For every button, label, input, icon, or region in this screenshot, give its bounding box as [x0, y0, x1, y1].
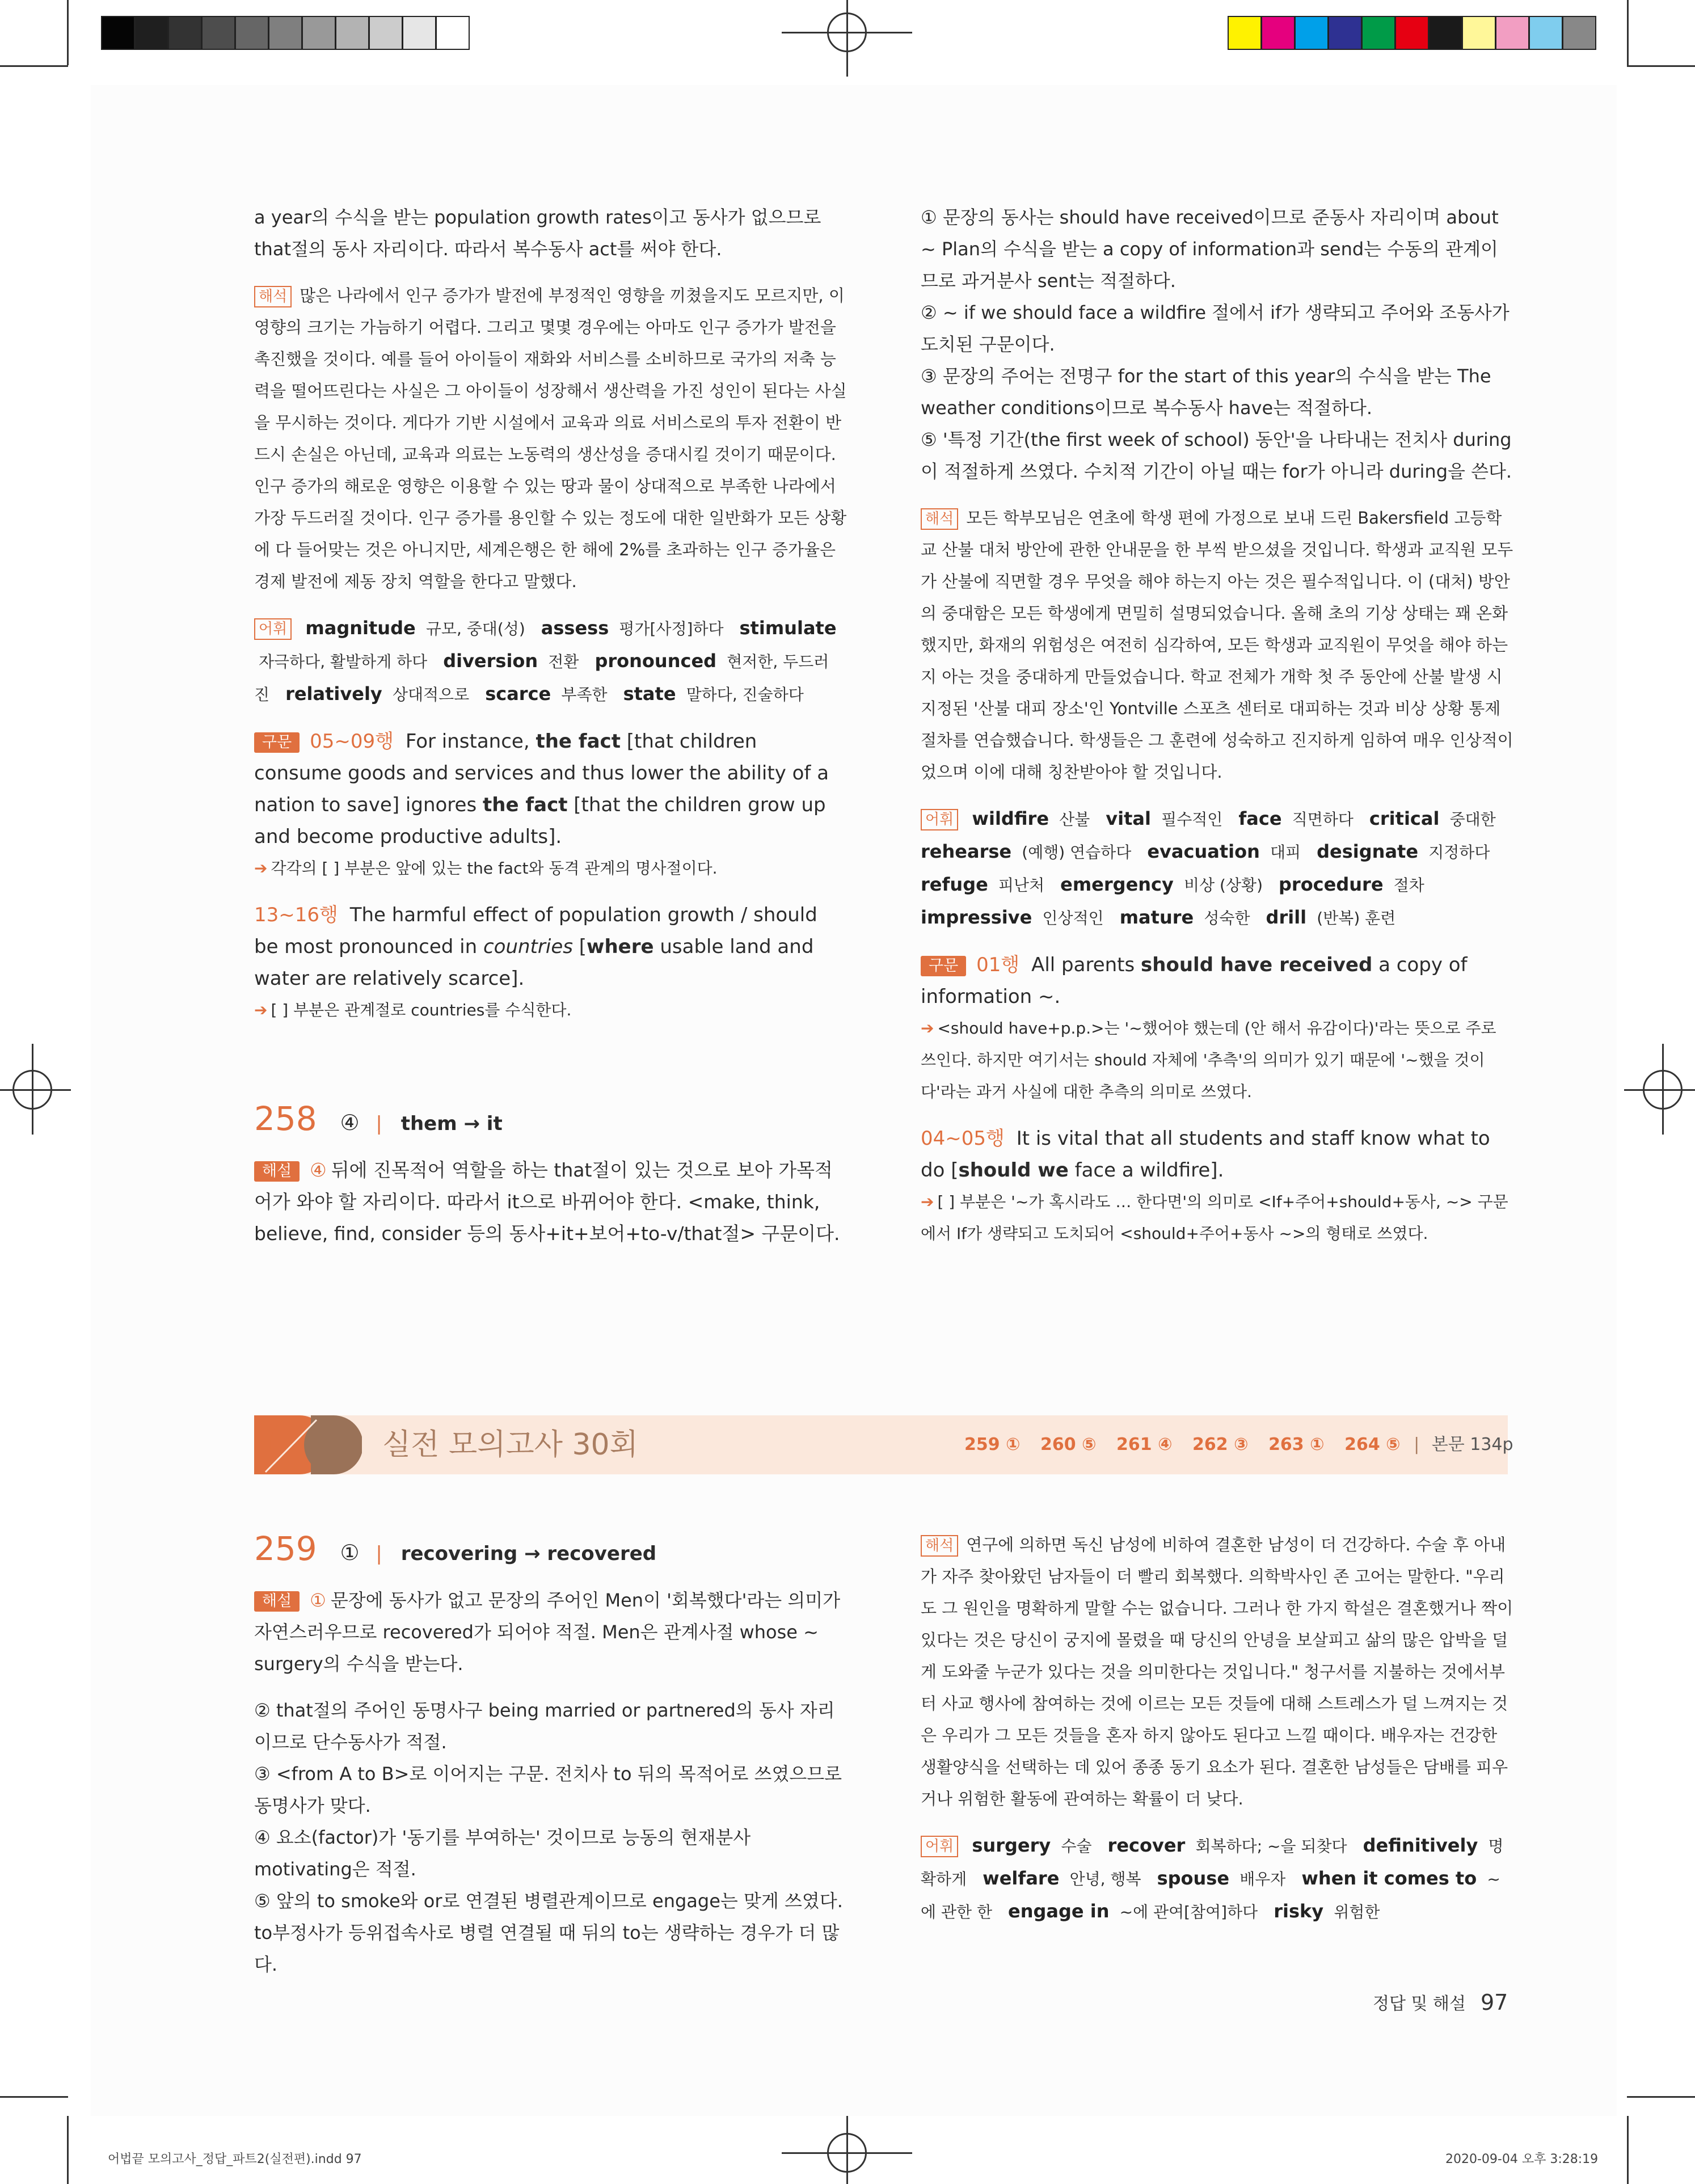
crop-mark [1627, 2116, 1629, 2184]
vocab-word: assess [541, 617, 609, 639]
vocab-meaning: 대피 [1270, 843, 1301, 862]
syntax-text: It is vital that all students and staff know what to do [ [921, 1127, 1490, 1182]
syntax-note-2 [254, 994, 847, 1026]
correction: recovering → recovered [400, 1542, 657, 1565]
color-swatch [1295, 16, 1329, 50]
banner-separator: | [1414, 1435, 1420, 1454]
vocab-word: vital [1106, 808, 1151, 829]
question-number: 258 [254, 1099, 317, 1138]
vocab-meaning: 평가[사정]하다 [619, 619, 724, 638]
vocab-meaning: 안녕, 행복 [1069, 1870, 1141, 1888]
vocab-word: state [623, 683, 676, 705]
vocab-meaning: 산불 [1059, 810, 1090, 829]
gray-swatch [335, 16, 369, 50]
vocab-word: welfare [983, 1867, 1060, 1889]
gray-swatch [402, 16, 436, 50]
color-swatch [1328, 16, 1362, 50]
vocab-word: diversion [443, 650, 538, 672]
syntax-note-1 [921, 1013, 1513, 1108]
vocab-word: when it comes to [1301, 1867, 1477, 1889]
syntax-bold: where [587, 935, 654, 958]
banner-answer: 263 ① [1268, 1435, 1325, 1454]
color-swatch [1495, 16, 1529, 50]
vocab-meaning: 전환 [548, 652, 579, 671]
translation-tag: 해석 [921, 508, 958, 530]
gray-swatch [168, 16, 202, 50]
circle-number: ④ [310, 1159, 327, 1181]
vocab-meaning: 필수적인 [1161, 810, 1223, 829]
banner-title: 실전 모의고사 30회 [382, 1428, 638, 1462]
gray-swatch [101, 16, 135, 50]
question-259-header [254, 1529, 657, 1571]
syntax-tag: 구문 [921, 956, 966, 976]
syntax-text: The harmful effect of population growth / should be most pronounced in [254, 904, 817, 958]
vocab-meaning: 말하다, 진술하다 [686, 685, 804, 704]
banner-logo-icon [254, 1415, 362, 1474]
slug-file-name: 어법끝 모의고사_정답_파트2(실전편).indd 97 [108, 2152, 362, 2166]
vocab-tag: 어휘 [921, 809, 958, 830]
translation-text: 모든 학부모님은 연초에 학생 편에 가정으로 보내 드린 Bakersfield 고등학교 산불 대처 방안에 관한 안내문을 한 부씩 받으셨을 것입니다. 학생과 교직원 모두가 산불에 직면할 경우 무엇을 해야 하는지 아는 것은 필수적입니다. 이 (대처) 방안의 중대함은 모든 학생에게 면밀히 설명되었습니다. 올해 초의 기상 상태는 꽤 온화했지만, 화재의 위험성은 여전히 심각하여, 모든 학생과 교직원이 무엇을 해야 하는지 아는 것을 중대하게 만들었습니다. 학교 전체가 개학 첫 주 동안에 산불 발생 시 지정된 '산불 대피 장소'인 Yontville 스포츠 센터로 대피하는 것과 비상 상황 통제 절차를 연습했습니다. 학생들은 그 훈련에 성숙하고 진지하게 임하여 매우 인상적이었으며 이에 대해 칭찬받아야 할 것입니다. [921, 508, 1513, 782]
gray-swatch [302, 16, 336, 50]
banner-answer: 264 ⑤ [1344, 1435, 1401, 1454]
vocab-paragraph [921, 803, 1513, 934]
vocab-word: evacuation [1147, 841, 1260, 862]
vocab-meaning: 위험한 [1334, 1903, 1380, 1921]
vocab-meaning: 규모, 중대(성) [425, 619, 525, 638]
vocab-meaning: 성숙한 [1204, 909, 1250, 927]
arrow-icon: ➔ [921, 1019, 934, 1038]
vocab-word: face [1238, 808, 1282, 829]
vocab-meaning: 중대한 [1449, 810, 1496, 829]
explanation-text: 뒤에 진목적어 역할을 하는 that절이 있는 것으로 보아 가목적어가 와야 할 자리이다. 따라서 it으로 바뀌어야 한다. <make, think, believe, find, consider 등의 동사+it+보어+to-v/that절> 구문이다. [254, 1159, 840, 1245]
question-number: 259 [254, 1529, 317, 1568]
vocab-word: risky [1274, 1900, 1324, 1922]
arrow-icon: ➔ [254, 859, 268, 878]
vocab-meaning: (반복) 훈련 [1317, 909, 1396, 927]
vocab-meaning: 수술 [1061, 1837, 1092, 1856]
syntax-text: All parents [1031, 954, 1135, 976]
translation-text: 연구에 의하면 독신 남성에 비하여 결혼한 남성이 더 건강하다. 수술 후 아내가 자주 찾아왔던 남자들이 더 빨리 회복했다. 의학박사인 존 고어는 말한다. "우리도 그 원인을 명확하게 말할 수는 없습니다. 그러나 한 가지 학설은 결혼했거나 짝이 있다는 것은 당신이 궁지에 몰렸을 때 당신의 안녕을 보살피고 삶의 많은 압박을 덜게 도와줄 누군가 있다는 것을 의미한다는 것입니다." 청구서를 지불하는 것에서부터 사교 행사에 참여하는 것에 이르는 모든 것들에 대해 스트레스가 덜 느껴지는 것은 우리가 그 모든 것들을 혼자 하지 않아도 된다고 느낄 때이다. 배우자는 건강한 생활양식을 선택하는 데 있어 종종 동기 요소가 된다. 결혼한 남성들은 담배를 피우거나 위험한 활동에 관여하는 확률이 더 낮다. [921, 1535, 1513, 1808]
color-swatch [1462, 16, 1496, 50]
syntax-block-2 [254, 899, 847, 994]
vocab-meaning: 피난처 [998, 876, 1045, 895]
page-number: 97 [1481, 1990, 1508, 2015]
translation-tag: 해석 [254, 286, 292, 307]
vocab-word: magnitude [305, 617, 416, 639]
banner-answer: 259 ① [964, 1435, 1021, 1454]
vocab-word: pronounced [594, 650, 717, 672]
vocab-meaning: 직면하다 [1292, 810, 1354, 829]
vocab-paragraph [254, 612, 847, 711]
arrow-icon: ➔ [254, 1001, 268, 1019]
vocab-meaning: 인상적인 [1042, 909, 1104, 927]
banner-answer: 261 ④ [1116, 1435, 1173, 1454]
syntax-bold: should we [958, 1159, 1069, 1182]
vocab-word: scarce [485, 683, 551, 705]
circle-number: ① [310, 1589, 326, 1611]
vocab-meaning: 비상 (상황) [1184, 876, 1263, 895]
vocab-meaning: 부족한 [561, 685, 608, 704]
vocab-meaning: 절차 [1393, 876, 1424, 895]
vocab-word: spouse [1157, 1867, 1230, 1889]
gray-swatch [369, 16, 403, 50]
vocab-meaning: ~에 관여[참여]하다 [1119, 1903, 1258, 1921]
vocab-word: surgery [972, 1835, 1051, 1856]
translation-paragraph [921, 502, 1513, 788]
note-text: <should have+p.p.>는 '~했어야 했는데 (안 해서 유감이다)'라는 뜻으로 주로 쓰인다. 하지만 여기서는 should 자체에 '추측'의 의미가 있기 때문에 '~했을 것이다'라는 과거 사실에 대한 추측의 의미로 쓰였다. [921, 1019, 1496, 1101]
syntax-text: [ [579, 935, 587, 958]
translation-tag: 해석 [921, 1535, 958, 1557]
crop-mark [1627, 0, 1629, 65]
syntax-bold: the fact [482, 794, 568, 816]
answer-choice: ① [340, 1540, 360, 1565]
question-259-explanation [254, 1584, 847, 1980]
line-ref: 01행 [976, 954, 1020, 976]
vocab-word: mature [1119, 907, 1194, 928]
vocab-word: critical [1369, 808, 1440, 829]
line-ref: 13~16행 [254, 904, 338, 926]
vocab-paragraph [921, 1829, 1513, 1928]
banner-answer: 260 ⑤ [1040, 1435, 1097, 1454]
vocab-word: designate [1317, 841, 1419, 862]
vocab-word: recover [1107, 1835, 1186, 1856]
vocab-tag: 어휘 [921, 1836, 958, 1857]
banner-page-ref: 본문 134p [1431, 1435, 1513, 1454]
vocab-word: refuge [921, 874, 988, 895]
color-swatch [1261, 16, 1295, 50]
question-259-translation [921, 1529, 1513, 1928]
color-swatch [1562, 16, 1596, 50]
vocab-word: impressive [921, 907, 1032, 928]
answer-choice: ④ [340, 1110, 360, 1135]
gray-swatch [201, 16, 235, 50]
color-swatch [1529, 16, 1563, 50]
vocab-meaning: (예행) 연습하다 [1022, 843, 1132, 862]
vocab-word: definitively [1363, 1835, 1478, 1856]
vocab-meaning: 배우자 [1239, 1870, 1286, 1888]
vocab-word: emergency [1060, 874, 1174, 895]
right-item-1: ① 문장의 동사는 should have received이므로 준동사 자리이며 about ~ Plan의 수식을 받는 a copy of information과 send는 수동의 관계이므로 과거분사 sent는 적절하다. [921, 206, 1499, 292]
arrow-icon: ➔ [921, 1192, 934, 1211]
vocab-meaning: 자극하다, 활발하게 하다 [259, 652, 428, 671]
syntax-block-1 [254, 726, 847, 853]
line-ref: 05~09행 [310, 730, 394, 753]
separator: | [376, 1112, 382, 1135]
syntax-text: [that children consume goods and services and thus lower the ability of a nation to save] ignores [254, 730, 829, 816]
gray-swatch [268, 16, 302, 50]
q259-item-3: ③ <from A to B>로 이어지는 구문. 전치사 to 뒤의 목적어로 쓰였으므로 동명사가 맞다. [254, 1763, 842, 1816]
syntax-text: usable land and water are relatively scarce]. [254, 935, 814, 990]
question-258-explanation [254, 1154, 847, 1250]
separator: | [376, 1542, 382, 1565]
vocab-meaning: 상대적으로 [392, 685, 470, 704]
vocab-word: relatively [285, 683, 382, 705]
vocab-meaning: 회복하다; ~을 되찾다 [1195, 1837, 1347, 1856]
syntax-italic: countries [483, 935, 573, 958]
vocab-word: stimulate [739, 617, 837, 639]
syntax-note-1 [254, 853, 847, 884]
vocab-word: engage in [1008, 1900, 1110, 1922]
syntax-block-1 [921, 949, 1513, 1013]
color-swatch [1361, 16, 1395, 50]
gray-swatch [235, 16, 269, 50]
line-ref: 04~05행 [921, 1127, 1005, 1150]
syntax-note-2 [921, 1186, 1513, 1250]
right-column [921, 201, 1513, 1250]
vocab-word: wildfire [972, 808, 1049, 829]
explanation-text: 문장에 동사가 없고 문장의 주어인 Men이 '회복했다'라는 의미가 자연스러우므로 recovered가 되어야 적절. Men은 관계사절 whose ~ surgery의 수식을 받는다. [254, 1589, 841, 1675]
crop-mark [1627, 2096, 1695, 2098]
q259-item-4: ④ 요소(factor)가 '동기를 부여하는' 것이므로 능동의 현재분사 motivating은 적절. [254, 1827, 751, 1880]
syntax-text: face a wildfire]. [1074, 1159, 1224, 1182]
vocab-meaning: ~에 관한 한 [921, 1870, 1500, 1921]
syntax-text: For instance, [405, 730, 530, 753]
footer-label: 정답 및 해설 [1373, 1994, 1466, 2014]
syntax-bold: should have received [1141, 954, 1373, 976]
note-text: [ ] 부분은 관계절로 countries를 수식한다. [271, 1001, 572, 1019]
right-item-3: ③ 문장의 주어는 전명구 for the start of this year의 수식을 받는 The weather conditions이므로 복수동사 have는 적절하다. [921, 365, 1491, 419]
color-swatch [1428, 16, 1462, 50]
vocab-word: procedure [1279, 874, 1384, 895]
vocab-word: drill [1266, 907, 1307, 928]
color-swatch [1395, 16, 1429, 50]
explanation-tag: 해설 [254, 1591, 300, 1612]
explanation-tag: 해설 [254, 1161, 300, 1182]
crop-mark [67, 0, 69, 65]
translation-text: 많은 나라에서 인구 증가가 발전에 부정적인 영향을 끼쳤을지도 모르지만, 이 영향의 크기는 가늠하기 어렵다. 그리고 몇몇 경우에는 아마도 인구 증가가 발전을 촉진했을 것이다. 예를 들어 아이들이 재화와 서비스를 소비하므로 국가의 저축 능력을 떨어뜨린다는 사실은 그 아이들이 성장해서 생산력을 가진 성인이 된다는 사실을 무시하는 것이다. 게다가 기반 시설에서 교육과 의료 서비스로의 투자 전환이 반드시 손실은 아닌데, 교육과 의료는 노동력의 생산성을 증대시킬 것이기 때문이다. 인구 증가의 해로운 영향은 이용할 수 있는 땅과 물이 상대적으로 부족한 나라에서 가장 두드러질 것이다. 인구 증가를 용인할 수 있는 정도에 대한 일반화가 모든 상황에 다 들어맞는 것은 아니지만, 세계은행은 한 해에 2%를 초과하는 인구 증가율은 경제 발전에 제동 장치 역할을 한다고 말했다. [254, 286, 847, 591]
vocab-meaning: 현저한, 두드러진 [254, 652, 829, 704]
note-text: [ ] 부분은 '~가 혹시라도 … 한다면'의 의미로 <If+주어+should+동사, ~> 구문에서 If가 생략되고 도치되어 <should+주어+동사 ~>의 형태로 쓰였다. [921, 1192, 1508, 1243]
syntax-block-2 [921, 1123, 1513, 1186]
right-item-2: ② ~ if we should face a wildfire 절에서 if가 생략되고 주어와 조동사가 도치된 구문이다. [921, 302, 1510, 355]
left-column [254, 201, 847, 1026]
slug-date: 2020-09-04 오후 3:28:19 [1445, 2152, 1599, 2166]
syntax-tag: 구문 [254, 732, 300, 753]
q259-item-5: ⑤ 앞의 to smoke와 or로 연결된 병렬관계이므로 engage는 맞게 쓰였다. to부정사가 등위접속사로 병렬 연결될 때 뒤의 to는 생략하는 경우가 더 많다. [254, 1890, 843, 1975]
crop-mark [0, 2096, 68, 2098]
translation-paragraph [254, 280, 847, 597]
banner-answer-list [964, 1431, 1513, 1459]
question-258-header [254, 1099, 503, 1141]
intro-text: a year의 수식을 받는 population growth rates이고 동사가 없으므로 that절의 동사 자리이다. 따라서 복수동사 act를 써야 한다. [254, 206, 821, 260]
color-swatch [1228, 16, 1262, 50]
syntax-text: [that the children grow up and become productive adults]. [254, 794, 826, 848]
banner-answer: 262 ③ [1192, 1435, 1249, 1454]
gray-swatch [436, 16, 470, 50]
crop-mark [67, 2116, 69, 2184]
crop-mark [1627, 65, 1695, 67]
crop-mark [0, 65, 68, 67]
gray-swatch [134, 16, 168, 50]
q259-item-2: ② that절의 주어인 동명사구 being married or partnered의 동사 자리이므로 단수동사가 적절. [254, 1700, 835, 1753]
syntax-bold: the fact [536, 730, 621, 753]
syntax-text: a copy of information ~. [921, 954, 1468, 1008]
correction: them → it [400, 1112, 503, 1135]
vocab-word: rehearse [921, 841, 1012, 862]
note-text: 각각의 [ ] 부분은 앞에 있는 the fact와 동격 관계의 명사절이다. [271, 859, 718, 878]
vocab-meaning: 지정하다 [1428, 843, 1490, 862]
vocab-meaning: 명확하게 [921, 1837, 1504, 1888]
vocab-tag: 어휘 [254, 618, 292, 640]
right-item-4: ⑤ '특정 기간(the first week of school) 동안'을 나타내는 전치사 during이 적절하게 쓰였다. 수치적 기간이 아닐 때는 for가 아니라 during을 쓴다. [921, 429, 1512, 482]
